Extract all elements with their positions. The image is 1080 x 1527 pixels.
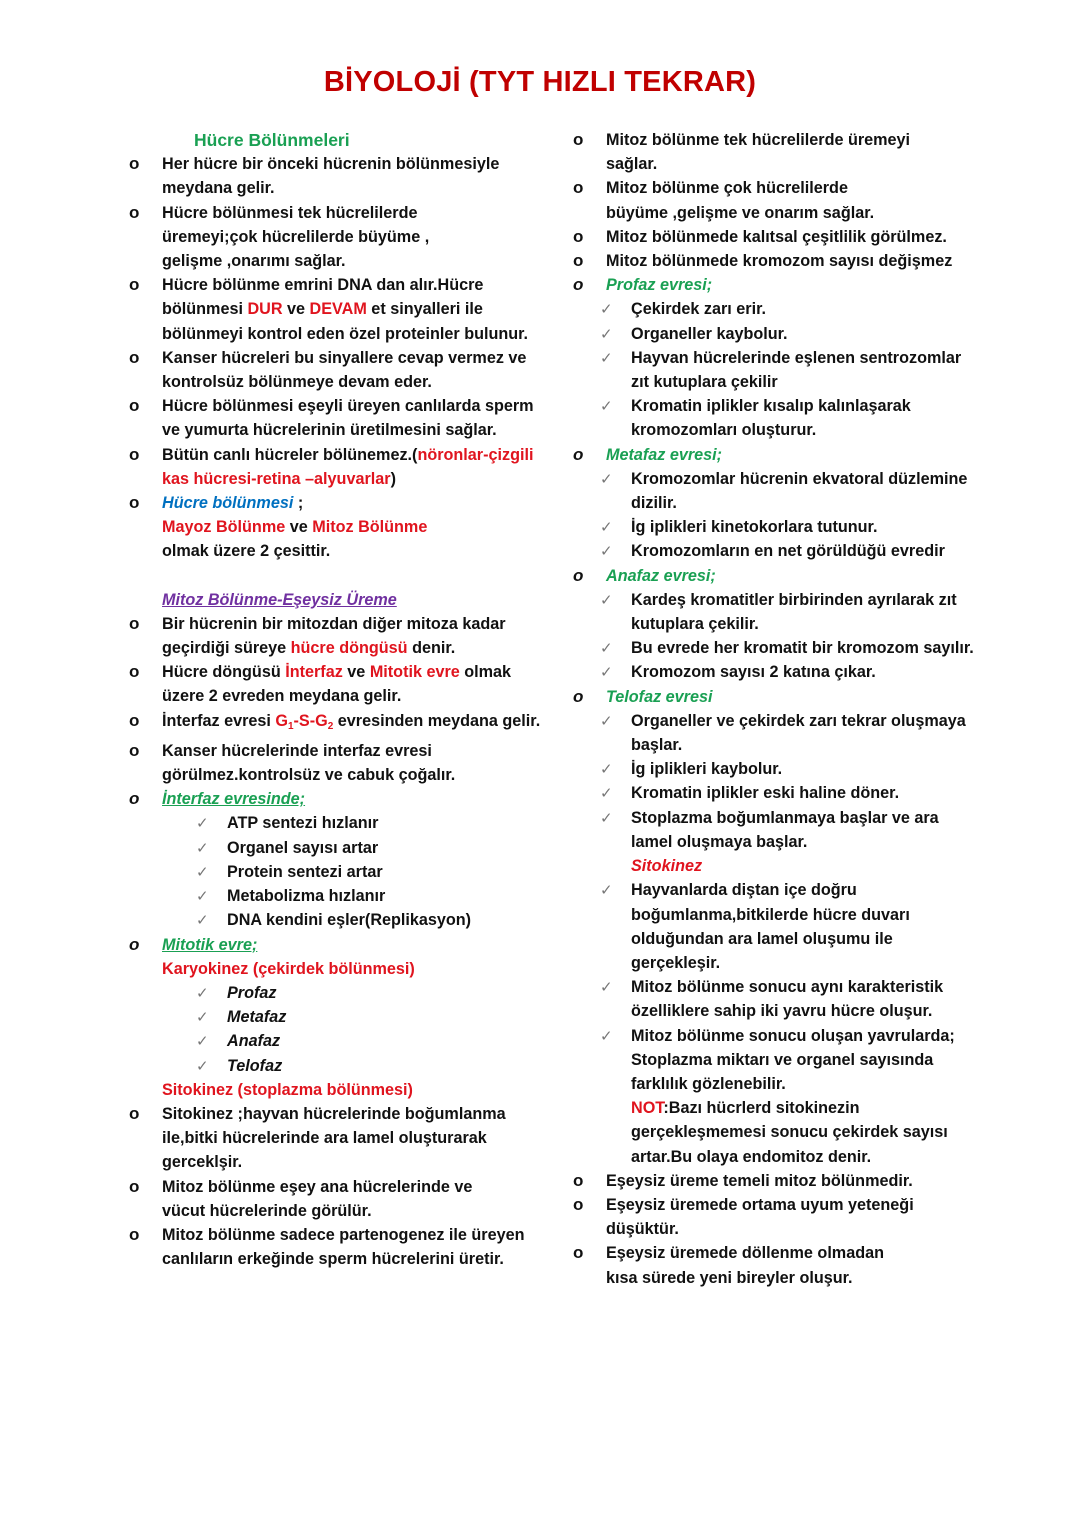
item-text: Eşeysiz üremede döllenme olmadan kısa sürede yeni bireyler oluşur.	[606, 1244, 884, 1287]
highlight-hucre-dongusu: hücre döngüsü	[290, 639, 408, 658]
bullet-icon: o	[573, 1194, 584, 1214]
check-item	[124, 836, 544, 860]
list-item	[124, 273, 544, 346]
check-item-text: Kromozom sayısı 2 katına çıkar.	[631, 663, 876, 682]
check-item	[568, 636, 978, 660]
subscript: 1	[287, 720, 294, 732]
item-text: Bütün canlı hücreler bölünemez.(	[162, 445, 418, 464]
list-item	[124, 1223, 544, 1271]
check-item-text: Çekirdek zarı erir.	[631, 300, 766, 319]
check-item	[568, 467, 978, 515]
g-label: G	[275, 711, 288, 730]
highlight-g1-s-g2	[275, 712, 333, 730]
bullet-icon: o	[129, 934, 140, 954]
checkmark-icon: ✓	[600, 979, 613, 997]
check-item	[568, 806, 978, 854]
subscript: 2	[327, 720, 334, 732]
check-item-text: Mitoz bölünme sonucu oluşan yavrularda; Stoplazma miktarı ve organel sayısında farklılık gözlenebilir.	[631, 1026, 955, 1093]
check-item	[568, 322, 978, 346]
check-item	[568, 709, 978, 757]
check-item	[568, 878, 978, 975]
check-item-text: DNA kendini eşler(Replikasyon)	[227, 911, 472, 930]
item-text: olmak üzere 2 çesittir.	[162, 542, 331, 561]
bullet-icon: o	[129, 1176, 140, 1196]
list-item	[124, 394, 544, 442]
list-item	[124, 346, 544, 394]
check-item-text: Mitoz bölünme sonucu aynı karakteristik özelliklere sahip iki yavru hücre oluşur.	[631, 978, 944, 1021]
bullet-icon: o	[129, 396, 140, 416]
checkmark-icon: ✓	[600, 398, 613, 416]
checkmark-icon: ✓	[600, 470, 613, 488]
item-text: Mitoz bölünmede kalıtsal çeşitlilik görülmez.	[606, 227, 947, 246]
item-text: ;	[293, 494, 304, 513]
checkmark-icon: ✓	[600, 1027, 613, 1045]
list-item	[568, 128, 978, 176]
note-label: NOT	[631, 1099, 664, 1118]
check-item	[568, 297, 978, 321]
list-item	[124, 491, 544, 564]
bullet-icon: o	[129, 275, 140, 295]
checkmark-icon: ✓	[196, 1033, 209, 1051]
telofaz-list	[568, 709, 978, 854]
item-text: büyüme ,gelişme ve onarım sağlar.	[606, 203, 875, 222]
check-item-text: İg iplikleri kinetokorlara tutunur.	[631, 518, 878, 537]
karyokinez-label: Karyokinez (çekirdek bölünmesi)	[162, 959, 415, 978]
bullet-icon: o	[573, 444, 584, 464]
bullet-icon: o	[129, 493, 140, 513]
note	[568, 1096, 978, 1169]
checkmark-icon: ✓	[600, 543, 613, 561]
checkmark-icon: ✓	[600, 664, 613, 682]
page-title: BİYOLOJİ (TYT HIZLI TEKRAR)	[323, 66, 757, 98]
check-item-text: Organeller ve çekirdek zarı tekrar oluşmaya başlar.	[631, 711, 966, 755]
profaz-list	[568, 297, 978, 442]
item-text: Kanser hücreleri bu sinyallere cevap vermez ve kontrolsüz bölünmeye devam eder.	[162, 348, 527, 392]
section-heading-mitoz: Mitoz Bölünme-Eşeysiz Üreme	[162, 590, 397, 609]
metafaz-list	[568, 467, 978, 564]
interfaz-list	[124, 811, 544, 932]
check-item	[124, 908, 544, 932]
checkmark-icon: ✓	[196, 984, 209, 1002]
bullet-icon: o	[129, 789, 140, 809]
metafaz-heading: Metafaz evresi;	[606, 445, 723, 464]
list-item	[568, 176, 978, 224]
highlight-interfaz: İnterfaz	[285, 663, 343, 682]
checkmark-icon: ✓	[196, 912, 209, 930]
bullet-icon: o	[129, 740, 140, 760]
bullet-icon: o	[573, 275, 584, 295]
bullet-icon: o	[129, 710, 140, 730]
item-text: Kanser hücrelerinde interfaz evresi görülmez.kontrolsüz ve cabuk çoğalır.	[162, 741, 456, 785]
item-text: Mitoz bölünme eşey ana hücrelerinde ve vücut hücrelerinde görülür.	[162, 1177, 473, 1220]
bullet-icon: o	[573, 178, 584, 198]
checkmark-icon: ✓	[600, 712, 613, 730]
item-text: olmak üzere 2 evreden meydana gelir.	[162, 663, 512, 706]
interfaz-heading: İnterfaz evresinde;	[162, 790, 306, 809]
item-text: Sitokinez ;hayvan hücrelerinde boğumlanma ile,bitki hücrelerinde ara lamel oluşturarak gerceklşir.	[162, 1104, 506, 1172]
check-item-text: Anafaz	[227, 1032, 281, 1051]
bullet-icon: o	[573, 686, 584, 706]
checkmark-icon: ✓	[600, 785, 613, 803]
item-text: denir.	[407, 639, 456, 658]
check-item-text: Protein sentezi artar	[227, 862, 383, 881]
highlight-mayoz: Mayoz Bölünme	[162, 518, 286, 537]
check-item	[568, 757, 978, 781]
note-text: :Bazı hücrlerd sitokinezin gerçekleşmemesi sonucu çekirdek sayısı artar.Bu olaya endomitoz denir.	[631, 1099, 948, 1166]
item-text: Mitoz bölünme tek hücrelilerde üremeyi sağlar.	[606, 131, 911, 174]
check-item	[568, 539, 978, 563]
item-text: ve	[285, 518, 313, 537]
bullet-icon: o	[129, 202, 140, 222]
check-item-text: Kardeş kromatitler birbirinden ayrılarak zıt kutuplara çekilir.	[631, 590, 957, 634]
highlight-mitoz: Mitoz Bölünme	[312, 518, 428, 537]
bullet-icon: o	[129, 154, 140, 174]
item-text: Bir hücrenin bir mitozdan diğer mitoza kadar geçirdiği süreye	[162, 614, 506, 658]
checkmark-icon: ✓	[600, 591, 613, 609]
check-item	[124, 981, 544, 1005]
list-item	[124, 612, 544, 660]
check-item	[124, 1054, 544, 1078]
list-item	[124, 787, 544, 811]
highlight-mitotik-evre: Mitotik evre	[369, 663, 460, 682]
item-text: et sinyalleri ile bölünmeyi kontrol eden özel proteinler bulunur.	[162, 300, 529, 343]
telofaz-heading: Telofaz evresi	[606, 687, 713, 706]
list-item	[568, 1193, 978, 1241]
highlight-dur: DUR	[247, 300, 283, 319]
bullet-icon: o	[129, 1103, 140, 1123]
mitotik-heading: Mitotik evre;	[162, 935, 258, 954]
list-item	[568, 249, 978, 273]
list-item	[568, 1169, 978, 1193]
item-text: Hücre döngüsü	[162, 663, 286, 682]
item-text: )	[390, 469, 396, 488]
bullet-icon: o	[573, 226, 584, 246]
check-item-text: Metafaz	[227, 1008, 287, 1027]
item-text: Hücre bölünmesi eşeyli üreyen canlılarda sperm ve yumurta hücrelerinin üretilmesini sağlar.	[162, 397, 534, 440]
anafaz-list	[568, 588, 978, 685]
bullet-icon: o	[129, 444, 140, 464]
check-item-text: Organeller kaybolur.	[631, 324, 788, 343]
list-item	[568, 273, 978, 297]
checkmark-icon: ✓	[196, 888, 209, 906]
list-item	[124, 152, 544, 200]
check-item	[568, 346, 978, 394]
list-item	[568, 1241, 978, 1289]
checkmark-icon: ✓	[196, 839, 209, 857]
checkmark-icon: ✓	[600, 809, 613, 827]
highlight-cell-types: nöronlar-çizgili kas hücresi-retina –alyuvarlar	[162, 445, 534, 488]
left-column	[124, 128, 544, 1271]
checkmark-icon: ✓	[196, 815, 209, 833]
blue-term: Hücre bölünmesi	[162, 494, 294, 513]
list-item	[568, 443, 978, 467]
check-item-text: Telofaz	[227, 1056, 283, 1075]
g-label: -S-G	[293, 711, 328, 730]
check-item	[124, 884, 544, 908]
check-item-text: Metabolizma hızlanır	[227, 887, 386, 906]
bullet-icon: o	[129, 347, 140, 367]
check-item-text: Profaz	[227, 983, 277, 1002]
checkmark-icon: ✓	[600, 519, 613, 537]
bullet-icon: o	[129, 1224, 140, 1244]
checkmark-icon: ✓	[196, 1057, 209, 1075]
list-item	[124, 660, 544, 708]
bullet-icon: o	[573, 130, 584, 149]
check-item	[568, 1024, 978, 1097]
list-item	[124, 1175, 544, 1223]
bullet-icon: o	[573, 1170, 584, 1190]
checkmark-icon: ✓	[600, 349, 613, 367]
sitokinez-label: Sitokinez (stoplazma bölünmesi)	[162, 1080, 413, 1099]
item-text: İnterfaz evresi	[162, 711, 276, 730]
item-text: Hücre bölünme emrini DNA dan alır.Hücre bölünmesi	[162, 276, 484, 319]
item-text: Mitoz bölünme sadece partenogenez ile üreyen canlıların erkeğinde sperm hücrelerini üretir.	[162, 1225, 525, 1269]
check-item	[568, 781, 978, 805]
item-text: Eşeysiz üreme temeli mitoz bölünmedir.	[606, 1171, 913, 1190]
profaz-heading: Profaz evresi;	[606, 276, 713, 295]
check-item	[568, 975, 978, 1023]
list-item	[568, 225, 978, 249]
check-item	[568, 660, 978, 684]
bullet-icon: o	[129, 613, 140, 633]
check-item-text: Bu evrede her kromatit bir kromozom sayılır.	[631, 639, 974, 658]
sitokinez-list	[568, 878, 978, 1096]
bullet-icon: o	[573, 1243, 584, 1263]
check-item-text: Organel sayısı artar	[227, 838, 379, 857]
list-item	[124, 201, 544, 274]
checkmark-icon: ✓	[196, 1009, 209, 1027]
item-text: ve	[282, 300, 310, 319]
item-text: evresinden meydana gelir.	[333, 711, 541, 730]
list-item	[124, 933, 544, 957]
checkmark-icon: ✓	[600, 761, 613, 779]
check-item	[124, 860, 544, 884]
check-item-text: Kromatin iplikler eski haline döner.	[631, 784, 900, 803]
checkmark-icon: ✓	[196, 863, 209, 881]
checkmark-icon: ✓	[600, 301, 613, 319]
checkmark-icon: ✓	[600, 640, 613, 658]
check-item	[568, 588, 978, 636]
item-text: Mitoz bölünme çok hücrelilerde	[606, 179, 848, 198]
check-item-text: Hayvanlarda diştan içe doğru boğumlanma,bitkilerde hücre duvarı olduğundan ara lamel oluşumu ile gerçekleşir.	[631, 881, 910, 972]
list-item	[124, 739, 544, 787]
check-item-text: Kromozomlar hücrenin ekvatoral düzlemine dizilir.	[631, 469, 968, 513]
list-item	[124, 1102, 544, 1175]
right-column	[568, 128, 978, 1290]
item-text: Mitoz bölünmede kromozom sayısı değişmez	[606, 252, 953, 271]
check-item	[124, 1029, 544, 1053]
bullet-icon: o	[573, 565, 584, 585]
sitokinez-heading: Sitokinez	[631, 857, 703, 876]
item-text: Her hücre bir önceki hücrenin bölünmesiyle meydana gelir.	[162, 155, 500, 198]
bullet-icon: o	[573, 251, 584, 271]
list-item	[568, 685, 978, 709]
list-item	[124, 709, 544, 739]
check-item	[568, 515, 978, 539]
check-item-text: İg iplikleri kaybolur.	[631, 760, 783, 779]
check-item	[124, 1005, 544, 1029]
check-item-text: Kromatin iplikler kısalıp kalınlaşarak kromozomları oluşturur.	[631, 397, 911, 440]
check-item	[124, 811, 544, 835]
item-text: Hücre bölünmesi tek hücrelilerde üremeyi;çok hücrelilerde büyüme , gelişme ,onarımı sağlar.	[162, 203, 430, 271]
check-item-text: ATP sentezi hızlanır	[227, 814, 379, 833]
list-item	[568, 564, 978, 588]
item-text: Eşeysiz üremede ortama uyum yeteneği düşüktür.	[606, 1195, 914, 1239]
check-item-text: Stoplazma boğumlanmaya başlar ve ara lamel oluşmaya başlar.	[631, 808, 939, 851]
check-item	[568, 394, 978, 442]
list-item	[124, 443, 544, 491]
checkmark-icon: ✓	[600, 325, 613, 343]
item-text: ve	[342, 663, 370, 682]
check-item-text: Hayvan hücrelerinde eşlenen sentrozomlar zıt kutuplara çekilir	[631, 348, 962, 392]
phase-list	[124, 981, 544, 1078]
anafaz-heading: Anafaz evresi;	[606, 566, 716, 585]
checkmark-icon: ✓	[600, 882, 613, 900]
section-heading-hucre-bolunmeleri: Hücre Bölünmeleri	[194, 130, 350, 150]
check-item-text: Kromozomların en net görüldüğü evredir	[631, 542, 945, 561]
highlight-devam: DEVAM	[309, 300, 367, 319]
bullet-icon: o	[129, 662, 140, 682]
